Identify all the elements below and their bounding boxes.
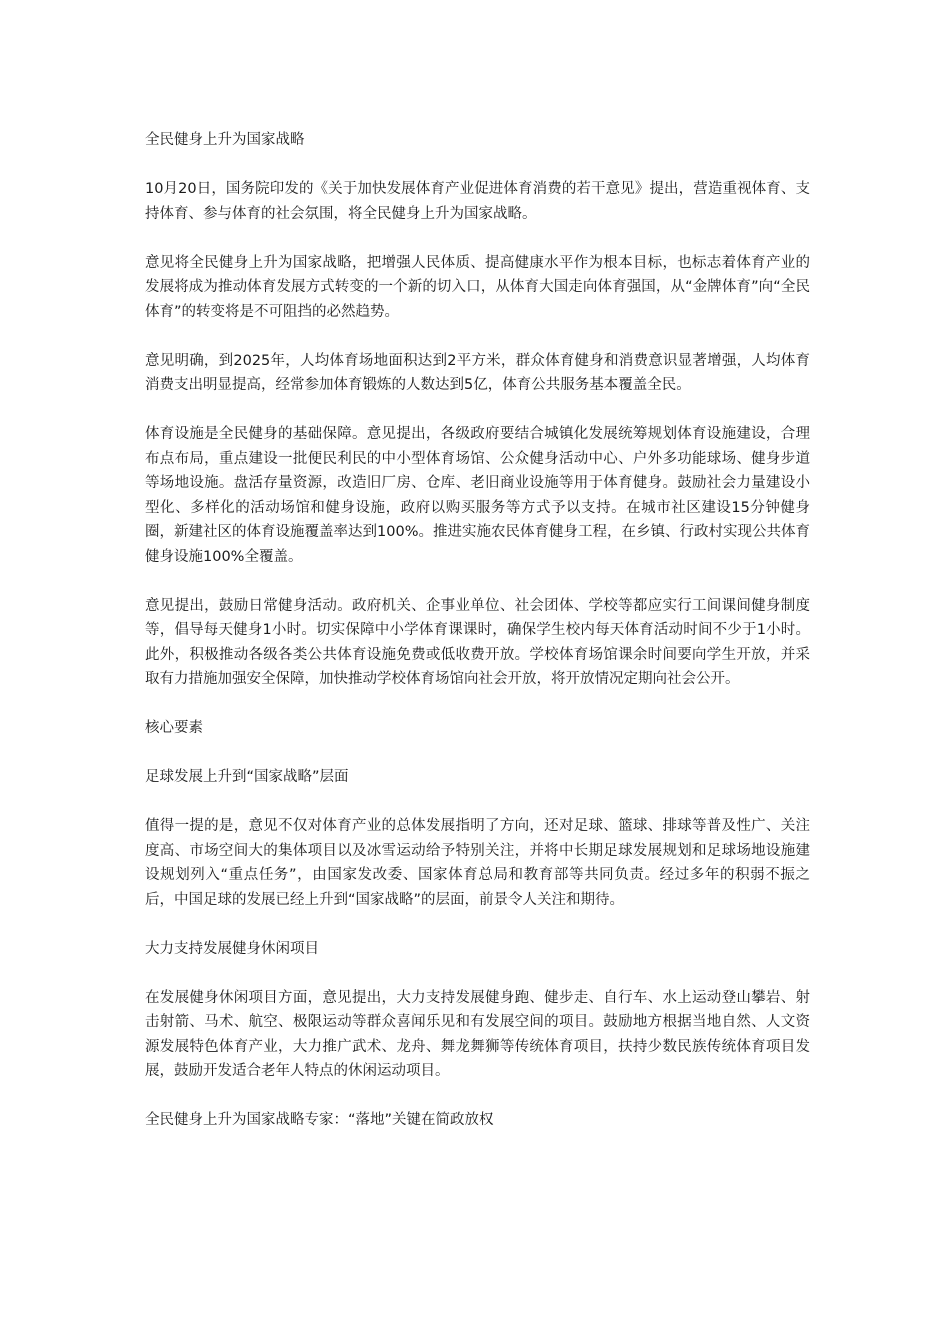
paragraph-2025-goals: 意见明确，到2025年，人均体育场地面积达到2平方米，群众体育健身和消费意识显著增强，人均体育消费支出明显提高，经常参加体育锻炼的人数达到5亿，体育公共服务基本覆盖全民。 <box>145 352 810 393</box>
paragraph-leisure: 在发展健身休闲项目方面，意见提出，大力支持发展健身跑、健步走、自行车、水上运动登山攀岩、射击射箭、马术、航空、极限运动等群众喜闻乐见和有发展空间的项目。鼓励地方根据当地自然、人文资源发展特色体育产业，大力推广武术、龙舟、舞龙舞狮等传统体育项目，扶持少数民族传统体育项目发展，鼓励开发适合老年人特点的休闲运动项目。 <box>145 989 810 1079</box>
section-heading-core-elements: 核心要素 <box>145 720 203 736</box>
section-heading-leisure: 大力支持发展健身休闲项目 <box>145 940 319 957</box>
section-heading-football: 足球发展上升到“国家战略”层面 <box>145 769 349 785</box>
paragraph-football: 值得一提的是，意见不仅对体育产业的总体发展指明了方向，还对足球、篮球、排球等普及性广、关注度高、市场空间大的集体项目以及冰雪运动给予特别关注，并将中长期足球发展规划和足球场地设施建设规划列入“重点任务”，由国家发改委、国家体育总局和教育部等共同负责。经过多年的积弱不振之后，中国足球的发展已经上升到“国家战略”的层面，前景令人关注和期待。 <box>145 818 810 908</box>
paragraph-strategy: 意见将全民健身上升为国家战略，把增强人民体质、提高健康水平作为根本目标，也标志着体育产业的发展将成为推动体育发展方式转变的一个新的切入口，从体育大国走向体育强国，从“金牌体育”向“全民体育”的转变将是不可阻挡的必然趋势。 <box>145 254 810 320</box>
document-title: 全民健身上升为国家战略 <box>145 132 305 148</box>
paragraph-daily-fitness: 意见提出，鼓励日常健身活动。政府机关、企事业单位、社会团体、学校等都应实行工间课间健身制度等，倡导每天健身1小时。切实保障中小学体育课课时，确保学生校内每天体育活动时间不少于1小时。此外，积极推动各级各类公共体育设施免费或低收费开放。学校体育场馆课余时间要向学生开放，并采取有力措施加强安全保障，加快推动学校体育场馆向社会开放，将开放情况定期向社会公开。 <box>145 597 810 687</box>
paragraph-announcement: 10月20日，国务院印发的《关于加快发展体育产业促进体育消费的若干意见》提出，营造重视体育、支持体育、参与体育的社会氛围，将全民健身上升为国家战略。 <box>145 181 810 222</box>
paragraph-facilities: 体育设施是全民健身的基础保障。意见提出，各级政府要结合城镇化发展统筹规划体育设施建设，合理布点布局，重点建设一批便民利民的中小型体育场馆、公众健身活动中心、户外多功能球场、健身步道等场地设施。盘活存量资源，改造旧厂房、仓库、老旧商业设施等用于体育健身。鼓励社会力量建设小型化、多样化的活动场馆和健身设施，政府以购买服务等方式予以支持。在城市社区建设15分钟健身圈，新建社区的体育设施覆盖率达到100%。推进实施农民体育健身工程，在乡镇、行政村实现公共体育健身设施100%全覆盖。 <box>145 426 810 565</box>
document-body <box>145 128 810 1157</box>
section-heading-expert: 全民健身上升为国家战略专家：“落地”关键在简政放权 <box>145 1112 494 1128</box>
